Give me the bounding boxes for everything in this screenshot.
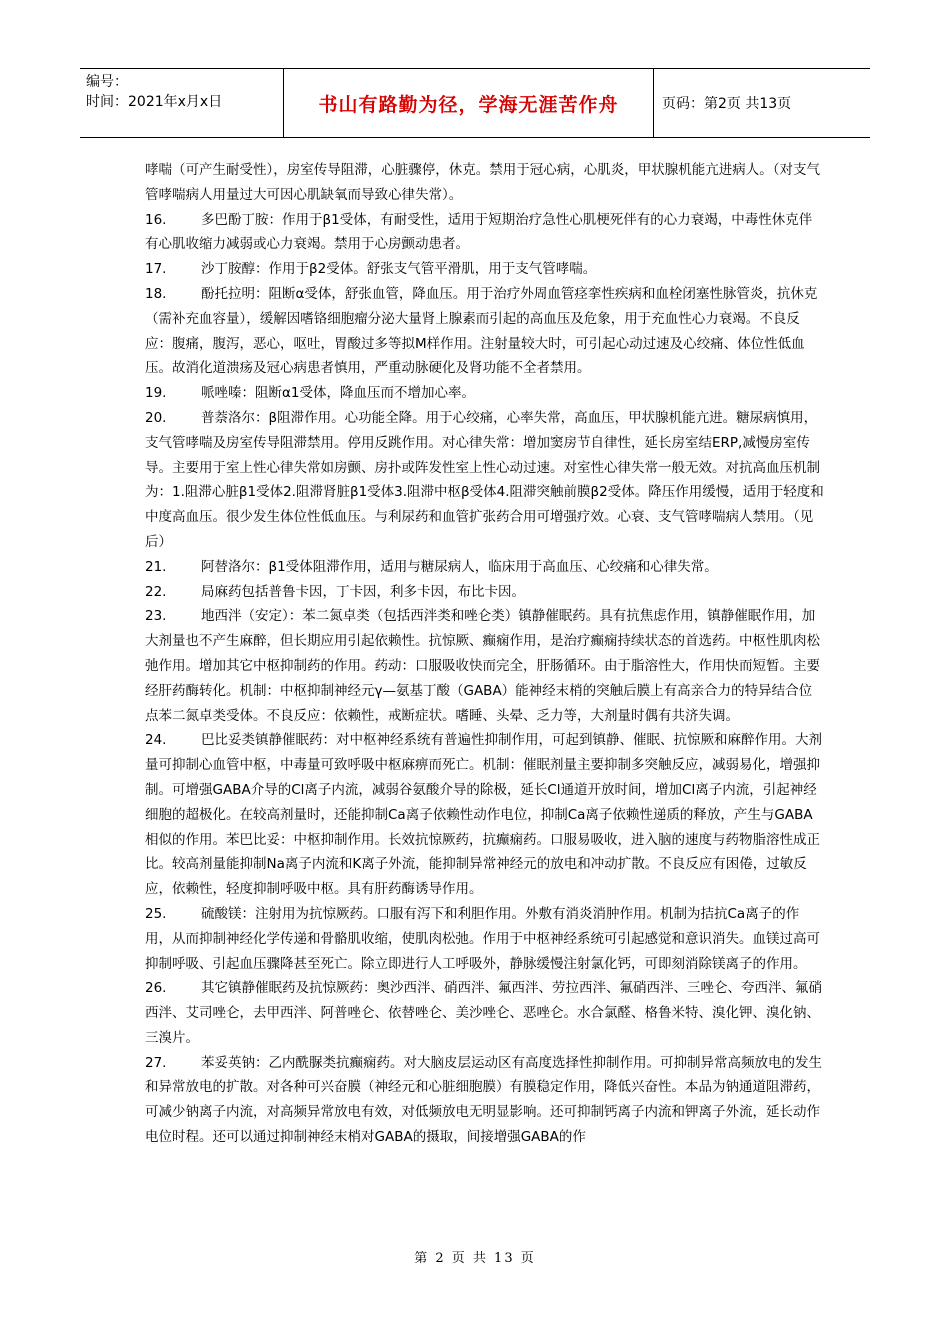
paragraph-number: 23. — [145, 608, 167, 625]
paragraph — [145, 728, 825, 902]
paragraph-text: 局麻药包括普鲁卡因，丁卡因，利多卡因，布比卡因。 — [201, 583, 525, 600]
paragraph-number: 18. — [145, 285, 167, 302]
paragraph-number: 27. — [145, 1054, 167, 1071]
paragraph — [145, 555, 825, 580]
paragraph-text: 哮喘（可产生耐受性），房室传导阻滞，心脏骤停，休克。禁用于冠心病，心肌炎，甲状腺机能亢进病人。（对支气管哮喘病人用量过大可因心肌缺氧而导致心律失常）。 — [145, 162, 820, 203]
page-footer: 第 2 页 共 13 页 — [414, 1251, 536, 1266]
paragraph — [145, 208, 825, 258]
paragraph — [145, 158, 825, 208]
paragraph-number: 16. — [145, 211, 167, 228]
paragraph — [145, 257, 825, 282]
paragraph-text: 苯妥英钠：乙内酰脲类抗癫痫药。对大脑皮层运动区有高度选择性抑制作用。可抑制异常高频放电的发生和异常放电的扩散。对各种可兴奋膜（神经元和心脏细胞膜）有膜稳定作用，降低兴奋性。本品为钠通道阻滞药，可减少钠离子内流，对高频异常放电有效，对低频放电无明显影响。还可抑制钙离子内流和钾离子外流，延长动作电位时程。还可以通过抑制神经末梢对GABA的摄取，间接增强GABA的作 — [145, 1054, 822, 1146]
paragraph-text: 多巴酚丁胺：作用于β1受体，有耐受性，适用于短期治疗急性心肌梗死伴有的心力衰竭，中毒性休克伴有心肌收缩力减弱或心力衰竭。禁用于心房颤动患者。 — [145, 211, 813, 253]
paragraph — [145, 1051, 825, 1150]
page-label: 页码：第2页 共13页 — [662, 96, 792, 112]
code-label: 编号： — [86, 74, 128, 90]
paragraph — [145, 406, 825, 555]
date-label: 时间：2021年x月x日 — [86, 94, 223, 110]
paragraph-text: 巴比妥类镇静催眠药：对中枢神经系统有普遍性抑制作用，可起到镇静、催眠、抗惊厥和麻醉作用。大剂量可抑制心血管中枢，中毒量可致呼吸中枢麻痹而死亡。机制：催眠剂量主要抑制多突触反应，减弱易化，增强抑制。可增强GABA介导的Cl离子内流，减弱谷氨酸介导的除极，延长Cl通道开放时间，增加Cl离子内流，引起神经细胞的超极化。在较高剂量时，还能抑制Ca离子依赖性动作电位，抑制Ca离子依赖性递质的释放，产生与GABA相似的作用。苯巴比妥：中枢抑制作用。长效抗惊厥药，抗癫痫药。口服易吸收，进入脑的速度与药物脂溶性成正比。较高剂量能抑制Na离子内流和K离子外流，能抑制异常神经元的放电和冲动扩散。不良反应有困倦，过敏反应，依赖性，轻度抑制呼吸中枢。具有肝药酶诱导作用。 — [145, 732, 822, 898]
paragraph-number: 19. — [145, 385, 167, 402]
page-header — [80, 68, 870, 138]
header-meta — [80, 69, 284, 137]
paragraph-text: 地西泮（安定）：苯二氮卓类（包括西泮类和唑仑类）镇静催眠药。具有抗焦虑作用，镇静催眠作用，加大剂量也不产生麻醉，但长期应用引起依赖性。抗惊厥、癫痫作用，是治疗癫痫持续状态的首选药。中枢性肌肉松弛作用。增加其它中枢抑制药的作用。药动：口服吸收快而完全，肝肠循环。由于脂溶性大，作用快而短暂。主要经肝药酶转化。机制：中枢抑制神经元γ—氨基丁酸（GABA）能神经末梢的突触后膜上有高亲合力的特异结合位点苯二氮卓类受体。不良反应：依赖性，戒断症状。嗜睡、头晕、乏力等，大剂量时偶有共济失调。 — [145, 608, 820, 724]
paragraph — [145, 604, 825, 728]
paragraph-text: 普萘洛尔：β阻滞作用。心功能全降。用于心绞痛，心率失常，高血压，甲状腺机能亢进。糖尿病慎用，支气管哮喘及房室传导阻滞禁用。停用反跳作用。对心律失常：增加窦房节自律性，延长房室结ERP,减慢房室传导。主要用于室上性心律失常如房颤、房扑或阵发性室上性心动过速。对室性心律失常一般无效。对抗高血压机制为：1.阻滞心脏β1受体2.阻滞肾脏β1受体3.阻滞中枢β受体4.阻滞突触前膜β2受体。降压作用缓慢，适用于轻度和中度高血压。很少发生体位性低血压。与利尿药和血管扩张药合用可增强疗效。心衰、支气管哮喘病人禁用。（见后） — [145, 409, 824, 550]
paragraph-text: 哌唑嗪：阻断α1受体，降血压而不增加心率。 — [201, 385, 475, 402]
paragraph-text: 硫酸镁：注射用为抗惊厥药。口服有泻下和利胆作用。外敷有消炎消肿作用。机制为拮抗Ca离子的作用，从而抑制神经化学传递和骨骼肌收缩，使肌肉松弛。作用于中枢神经系统可引起感觉和意识消失。血镁过高可抑制呼吸、引起血压骤降甚至死亡。除立即进行人工呼吸外，静脉缓慢注射氯化钙，可即刻消除镁离子的作用。 — [145, 905, 820, 972]
paragraph-text: 沙丁胺醇：作用于β2受体。舒张支气管平滑肌，用于支气管哮喘。 — [201, 261, 597, 278]
paragraph — [145, 902, 825, 976]
paragraph — [145, 580, 825, 605]
header-page — [654, 69, 870, 137]
document-body — [145, 158, 825, 1150]
paragraph-text: 其它镇静催眠药及抗惊厥药：奥沙西泮、硝西泮、氟西泮、劳拉西泮、氟硝西泮、三唑仑、夸西泮、氟硝西泮、艾司唑仑，去甲西泮、阿普唑仑、依替唑仑、美沙唑仑、恶唑仑。水合氯醛、格鲁米特、溴化钾、溴化钠、三溴片。 — [145, 980, 822, 1046]
paragraph-text: 阿替洛尔：β1受体阻滞作用，适用与糖尿病人，临床用于高血压、心绞痛和心律失常。 — [201, 558, 718, 575]
paragraph-number: 26. — [145, 980, 167, 997]
paragraph-number: 21. — [145, 558, 167, 575]
paragraph-text: 酚托拉明：阻断α受体，舒张血管，降血压。用于治疗外周血管痉挛性疾病和血栓闭塞性脉管炎，抗休克（需补充血容量），缓解因嗜铬细胞瘤分泌大量肾上腺素而引起的高血压及危象，用于充血性心力衰竭。不良反应：腹痛，腹泻，恶心，呕吐，胃酸过多等拟M样作用。注射量较大时，可引起心动过速及心绞痛、体位性低血压。故消化道溃疡及冠心病患者慎用，严重动脉硬化及肾功能不全者禁用。 — [145, 285, 818, 377]
paragraph-number: 25. — [145, 905, 167, 922]
paragraph — [145, 282, 825, 381]
paragraph-number: 24. — [145, 732, 167, 749]
paragraph — [145, 976, 825, 1050]
paragraph-number: 20. — [145, 409, 167, 426]
paragraph-number: 22. — [145, 583, 167, 600]
paragraph — [145, 381, 825, 406]
paragraph-number: 17. — [145, 261, 167, 278]
header-motto: 书山有路勤为径，学海无涯苦作舟 — [284, 69, 654, 137]
